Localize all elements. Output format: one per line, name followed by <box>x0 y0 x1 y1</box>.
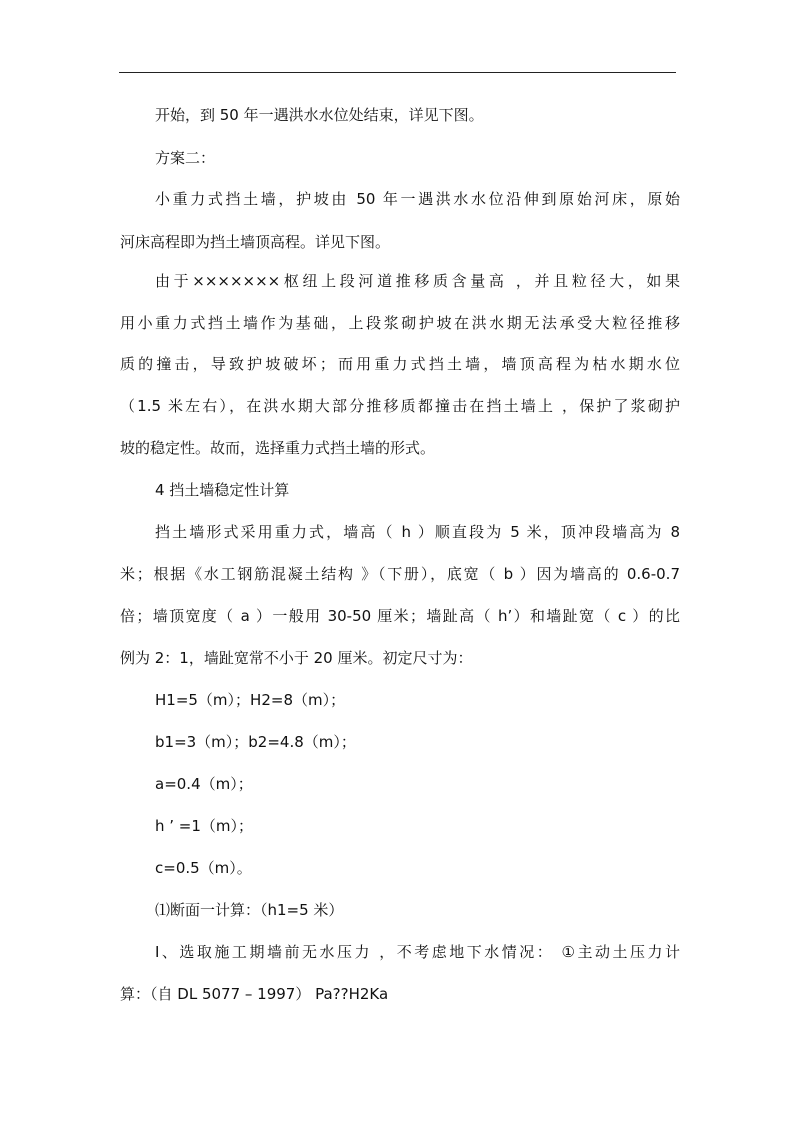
text-line-11: 挡土墙形式采用重力式，墙高（ h ）顺直段为 5 米，顶冲段墙高为 8 <box>155 523 680 541</box>
text-line-8: （1.5 米左右），在洪水期大部分推移质都撞击在挡土墙上 ，保护了浆砌护 <box>120 397 680 415</box>
text-line-13: 倍；墙顶宽度（ a ）一般用 30-50 厘米；墙趾高（ h’）和墙趾宽（ c ）的比 <box>120 607 680 625</box>
text-line-14: 例为 2：1，墙趾宽常不小于 20 厘米。初定尺寸为： <box>120 649 473 667</box>
text-line-6: 用小重力式挡土墙作为基础，上段浆砌护坡在洪水期无法承受大粒径推移 <box>120 314 680 332</box>
text-line-5: 由于×××××××枢纽上段河道推移质含量高 ，并且粒径大，如果 <box>155 272 680 290</box>
dimension-line-5: c=0.5（m）。 <box>155 859 252 877</box>
text-line-12: 米；根据《水工钢筋混凝土结构 》（下册），底宽（ b ）因为墙高的 0.6-0.7 <box>120 565 680 583</box>
text-line-4: 河床高程即为挡土墙顶高程。详见下图。 <box>120 233 391 251</box>
text-line-1: 开始，到 50 年一遇洪水水位处结束，详见下图。 <box>155 106 484 124</box>
text-line-3: 小重力式挡土墙，护坡由 50 年一遇洪水水位沿伸到原始河床，原始 <box>155 190 680 208</box>
dimension-line-1: H1=5（m）；H2=8（m）； <box>155 691 346 709</box>
text-line-22: 算：（自 DL 5077 – 1997） Pa??H2Ka <box>120 985 389 1003</box>
header-rule <box>119 72 676 73</box>
dimension-line-4: h ’ =1（m）； <box>155 817 254 835</box>
dimension-line-3: a=0.4（m）； <box>155 775 253 793</box>
dimension-line-2: b1=3（m）；b2=4.8（m）； <box>155 733 356 751</box>
text-line-9: 坡的稳定性。故而，选择重力式挡土墙的形式。 <box>120 439 436 457</box>
calculation-heading: ⑴断面一计算：（h1=5 米） <box>155 901 344 919</box>
section-heading: 4 挡土墙稳定性计算 <box>155 481 290 499</box>
text-line-7: 质的撞击，导致护坡破坏；而用重力式挡土墙，墙顶高程为枯水期水位 <box>120 355 680 373</box>
text-line-21: Ⅰ、选取施工期墙前无水压力 ，不考虑地下水情况： ①主动土压力计 <box>155 943 680 961</box>
text-line-2: 方案二： <box>155 149 216 167</box>
